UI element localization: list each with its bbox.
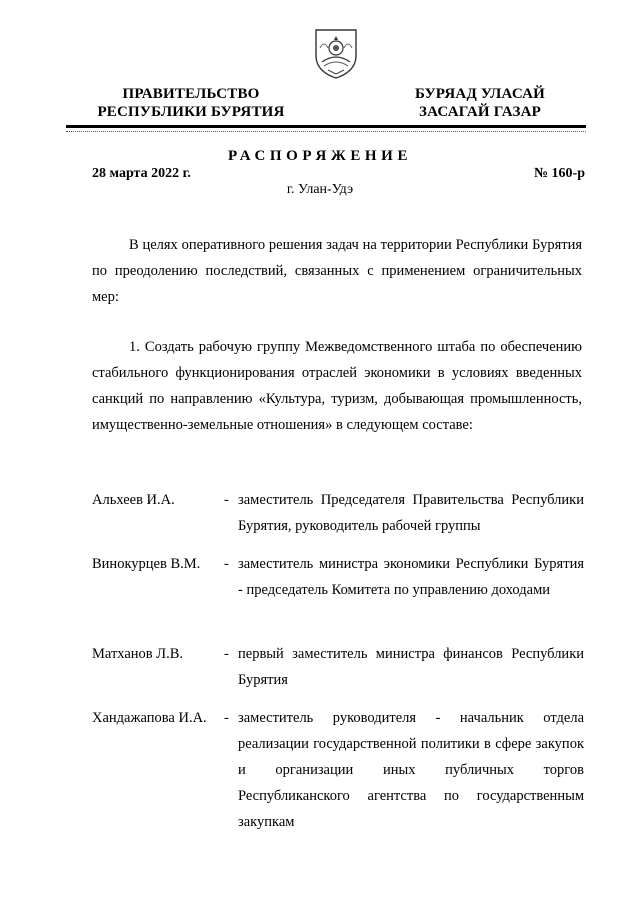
document-city: г. Улан-Удэ <box>286 182 354 197</box>
member-role: первый заместитель министра финансов Республики Бурятия <box>238 646 584 688</box>
member-name: Винокурцев В.М. <box>92 556 201 572</box>
member-name: Матханов Л.В. <box>92 646 184 662</box>
member-name: Хандажапова И.А. <box>92 710 207 726</box>
document-type: РАСПОРЯЖЕНИЕ <box>227 148 413 164</box>
document-date: 28 марта 2022 г. <box>92 166 191 181</box>
body-paragraph: 1. Создать рабочую группу Межведомственного штаба по обеспечению стабильного функционирования отраслей экономики в условиях введенных санкций по направлению «Культура, туризм, добывающая промышленность, имущественно-земельные отношения» в следующем составе: <box>92 339 582 433</box>
member-dash: - <box>224 556 229 572</box>
coat-of-arms-icon <box>312 26 360 80</box>
org-line: ПРАВИТЕЛЬСТВО <box>122 86 260 102</box>
member-role: заместитель министра экономики Республики Бурятия - председатель Комитета по управлению доходами <box>238 556 584 598</box>
member-role: заместитель Председателя Правительства Республики Бурятия, руководитель рабочей группы <box>238 492 584 534</box>
member-dash: - <box>224 646 229 662</box>
header-divider-thin <box>66 131 586 132</box>
header-divider-thick <box>66 125 586 128</box>
org-line: ЗАСАГАЙ ГАЗАР <box>419 104 541 120</box>
government-name-russian <box>84 85 298 121</box>
member-name: Альхеев И.А. <box>92 492 175 508</box>
member-dash: - <box>224 492 229 508</box>
member-dash: - <box>224 710 229 726</box>
body-paragraph: В целях оперативного решения задач на территории Республики Бурятия по преодолению последствий, связанных с применением ограничительных мер: <box>92 237 582 305</box>
org-line: РЕСПУБЛИКИ БУРЯТИЯ <box>97 104 285 120</box>
org-line: БУРЯАД УЛАСАЙ <box>414 86 546 102</box>
document-number: № 160-р <box>533 166 585 181</box>
member-role: заместитель руководителя - начальник отдела реализации государственной политики в сфере закупок и организации иных публичных торгов Республиканского агентства по государственным закупкам <box>238 710 584 830</box>
government-name-buryat <box>400 85 560 121</box>
